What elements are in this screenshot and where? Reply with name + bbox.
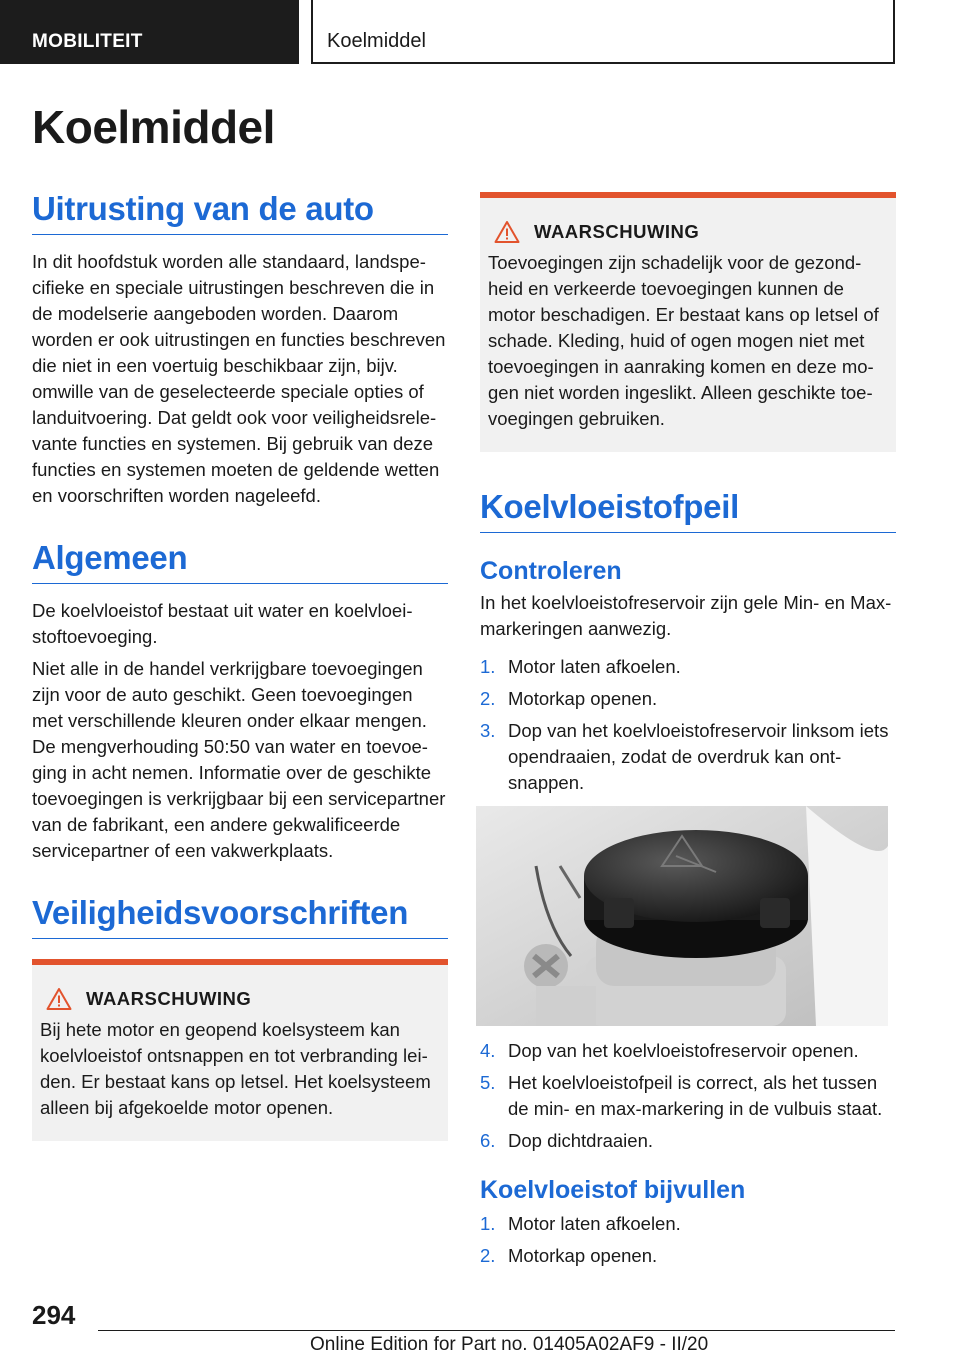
step-number: 2. (480, 688, 496, 709)
step-text: Motorkap openen. (508, 688, 658, 709)
list-item (480, 1070, 896, 1122)
warning-title: WAARSCHUWING (534, 221, 700, 242)
step-number: 4. (480, 1040, 496, 1061)
steps-list-bijvullen (480, 1211, 896, 1269)
list-item (480, 718, 896, 796)
step-number: 6. (480, 1130, 496, 1151)
step-text: Het koelvloeistofpeil is correct, als het tussen de min- en max-markering in de vulbuis staat. (508, 1072, 883, 1119)
warning-header (488, 220, 888, 244)
warning-header (40, 987, 440, 1011)
heading-koelvloeistofpeil: Koelvloeistofpeil (480, 488, 896, 533)
warning-title: WAARSCHUWING (86, 988, 252, 1009)
warning-text: Toevoegingen zijn schadelijk voor de gezondheid en verkeerde toevoegingen kunnen de motor beschadigen. Er bestaat kans op letsel of schade. Kleding, huid of ogen mogen niet met toevoegingen in aanraking komen en deze mogen niet worden ingeslikt. Alleen geschikte toevoegingen gebruiken. (488, 252, 879, 429)
heading-controleren: Controleren (480, 557, 622, 585)
heading-algemeen: Algemeen (32, 539, 448, 584)
step-text: Dop van het koelvloeistofreservoir linksom iets opendraaien, zodat de overdruk kan ontsnappen. (508, 720, 889, 793)
warning-box-veiligheid (32, 959, 448, 1141)
step-text: Dop dichtdraaien. (508, 1130, 654, 1151)
step-text: Motorkap openen. (508, 1245, 658, 1266)
paragraph-algemeen-2: Niet alle in de handel verkrijgbare toevoegingen zijn voor de auto geschikt. Geen toevoegingen met verschillende kleuren onder elkaar mengen. De mengverhouding 50:50 van water en toevoeging in acht nemen. Informatie over de geschikte toevoegingen is verkrijgbaar bij een servicepartner van de fabrikant, een andere gekwalificeerde servicepartner of een vakwerkplaats. (32, 658, 446, 861)
step-number: 5. (480, 1072, 496, 1093)
warning-text: Bij hete motor en geopend koelsysteem kan koelvloeistof ontsnappen en tot verbranding leiden. Er bestaat kans op letsel. Het koelsysteem alleen bij afgekoelde motor openen. (40, 1019, 431, 1118)
list-item (480, 1211, 896, 1237)
coolant-reservoir-illustration (476, 806, 888, 1026)
steps-list-controleren-b (480, 1038, 896, 1154)
footer-divider (98, 1330, 895, 1331)
list-item (480, 654, 896, 680)
step-number: 1. (480, 1213, 496, 1234)
steps-list-controleren-a (480, 654, 896, 796)
footer-edition: Online Edition for Part no. 01405A02AF9 - II/20 (310, 1334, 709, 1355)
step-text: Dop van het koelvloeistofreservoir openen. (508, 1040, 859, 1061)
step-text: Motor laten afkoelen. (508, 656, 681, 677)
warning-triangle-icon (46, 987, 72, 1011)
warning-box-toevoegingen (480, 192, 896, 452)
paragraph-controleren: In het koelvloeistofreservoir zijn gele Min- en Max-markeringen aanwezig. (480, 592, 892, 639)
right-column (480, 192, 896, 1275)
list-item (480, 686, 896, 712)
list-item (480, 1038, 896, 1064)
header-chapter-tab: Koelmiddel (311, 0, 895, 64)
paragraph-uitrusting: In dit hoofdstuk worden alle standaard, landspecifieke en speciale uitrustingen beschreven die in de modelserie aangeboden worden. Daarom worden er ook uitrustingen en functies beschreven die niet in een voertuig beschikbaar zijn, bijv. omwille van de geselecteerde speciale opties of landuitvoering. Dat geldt ook voor veiligheidsrelevante functies en systemen. Bij gebruik van deze functies en systemen moeten de geldende wetten en voorschriften worden nageleefd. (32, 251, 446, 506)
step-number: 3. (480, 720, 496, 741)
heading-veiligheid: Veiligheidsvoorschriften (32, 894, 448, 939)
header-section-tab: MOBILITEIT (0, 0, 299, 64)
warning-triangle-icon (494, 220, 520, 244)
step-text: Motor laten afkoelen. (508, 1213, 681, 1234)
left-column (32, 190, 448, 1141)
page-title: Koelmiddel (32, 101, 275, 153)
heading-uitrusting: Uitrusting van de auto (32, 190, 448, 235)
list-item (480, 1128, 896, 1154)
step-number: 2. (480, 1245, 496, 1266)
step-number: 1. (480, 656, 496, 677)
heading-bijvullen: Koelvloeistof bijvullen (480, 1176, 746, 1204)
coolant-cap-photo (476, 806, 888, 1026)
paragraph-algemeen-1: De koelvloeistof bestaat uit water en koelvloeistoftoevoeging. (32, 600, 413, 647)
page-number: 294 (32, 1300, 76, 1330)
list-item (480, 1243, 896, 1269)
